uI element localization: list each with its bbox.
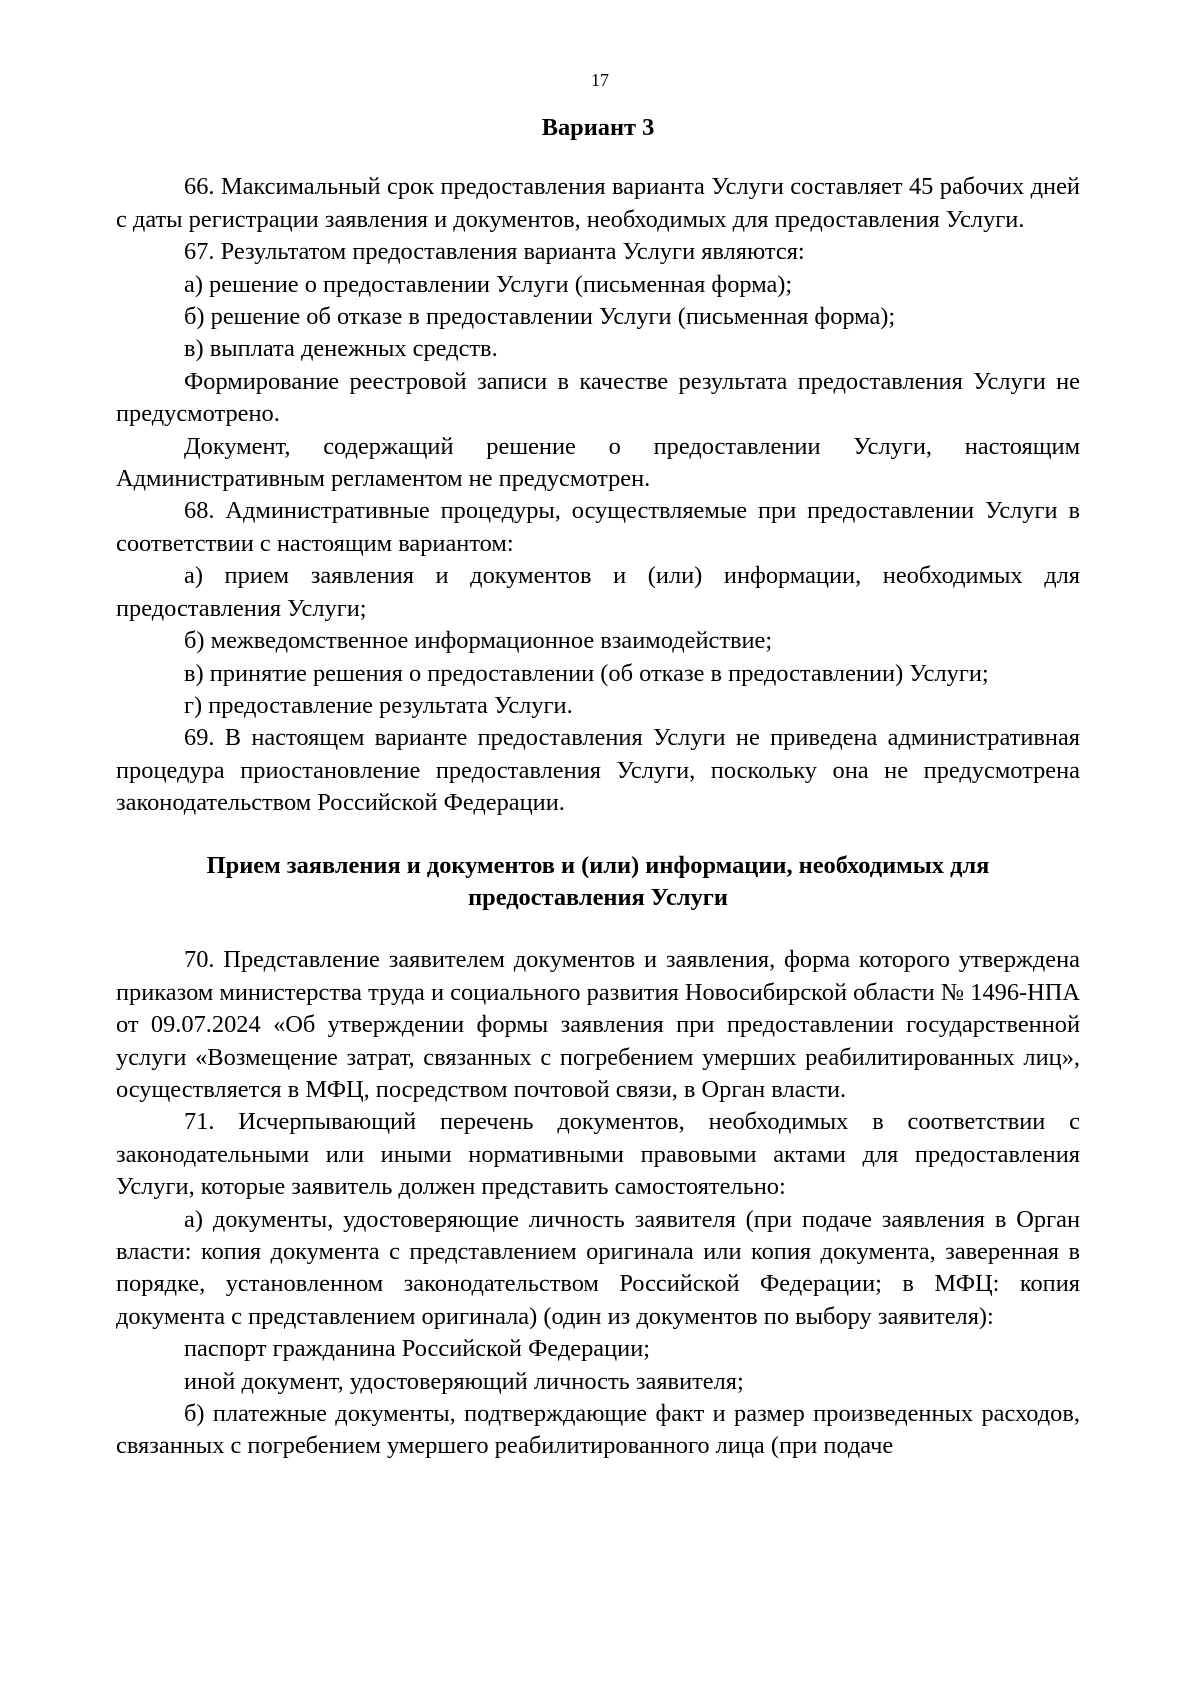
list-item-68a: а) прием заявления и документов и (или) информации, необходимых для предоставления Услуги; — [116, 562, 1080, 622]
paragraph-item-66: 66. Максимальный срок предоставления варианта Услуги составляет 45 рабочих дней с даты регистрации заявления и документов, необходимых для предоставления Услуги. — [116, 173, 1080, 233]
page-content — [116, 112, 1080, 1463]
list-item-67b: б) решение об отказе в предоставлении Услуги (письменная форма); — [184, 303, 896, 331]
paragraph-item-70: 70. Представление заявителем документов и заявления, форма которого утверждена приказом министерства труда и социального развития Новосибирской области № 1496-НПА от 09.07.2024 «Об утверждении формы заявления при предоставлении государственной услуги «Возмещение затрат, связанных с погребением умерших реабилитированных лиц», осуществляется в МФЦ, посредством почтовой связи, в Орган власти. — [116, 946, 1080, 1103]
list-subitem-other-id: иной документ, удостоверяющий личность заявителя; — [184, 1367, 744, 1395]
page-number: 17 — [591, 70, 609, 90]
section-heading: Прием заявления и документов и (или) информации, необходимых для предоставления Услуги — [206, 851, 990, 911]
paragraph-registry-note: Формирование реестровой записи в качестве результата предоставления Услуги не предусмотрено. — [116, 367, 1080, 428]
list-item-68b: б) межведомственное информационное взаимодействие; — [184, 627, 773, 655]
list-item-68g: г) предоставление результата Услуги. — [184, 691, 573, 719]
paragraph-item-69: 69. В настоящем варианте предоставления Услуги не приведена административная процедура приостановление предоставления Услуги, поскольку она не предусмотрена законодательством Российской Федерации. — [116, 724, 1080, 817]
variant-heading: Вариант 3 — [541, 114, 655, 141]
list-item-67a: а) решение о предоставлении Услуги (письменная форма); — [184, 270, 793, 298]
paragraph-item-71: 71. Исчерпывающий перечень документов, необходимых в соответствии с законодательными или иными нормативными правовыми актами для предоставления Услуги, которые заявитель должен представить самостоятельно: — [116, 1108, 1080, 1201]
list-item-67v: в) выплата денежных средств. — [184, 335, 498, 363]
paragraph-group-variant — [116, 171, 1080, 819]
paragraph-item-67: 67. Результатом предоставления варианта Услуги являются: — [184, 238, 805, 266]
paragraph-item-68: 68. Административные процедуры, осуществляемые при предоставлении Услуги в соответствии с настоящим вариантом: — [116, 497, 1080, 557]
paragraph-decision-document-note: Документ, содержащий решение о предоставлении Услуги, настоящим Административным регламентом не предусмотрен. — [116, 432, 1080, 493]
list-subitem-passport: паспорт гражданина Российской Федерации; — [184, 1335, 651, 1363]
list-item-71b: б) платежные документы, подтверждающие факт и размер произведенных расходов, связанных с погребением умершего реабилитированного лица (при подаче — [116, 1400, 1080, 1460]
paragraph-group-reception — [116, 944, 1080, 1463]
list-item-68v: в) принятие решения о предоставлении (об отказе в предоставлении) Услуги; — [184, 659, 989, 687]
list-item-71a: а) документы, удостоверяющие личность заявителя (при подаче заявления в Орган власти: копия документа с представлением оригинала или копия документа, заверенная в порядке, установленном законодательством Российской Федерации; в МФЦ: копия документа с представлением оригинала) (один из документов по выбору заявителя): — [116, 1205, 1080, 1330]
